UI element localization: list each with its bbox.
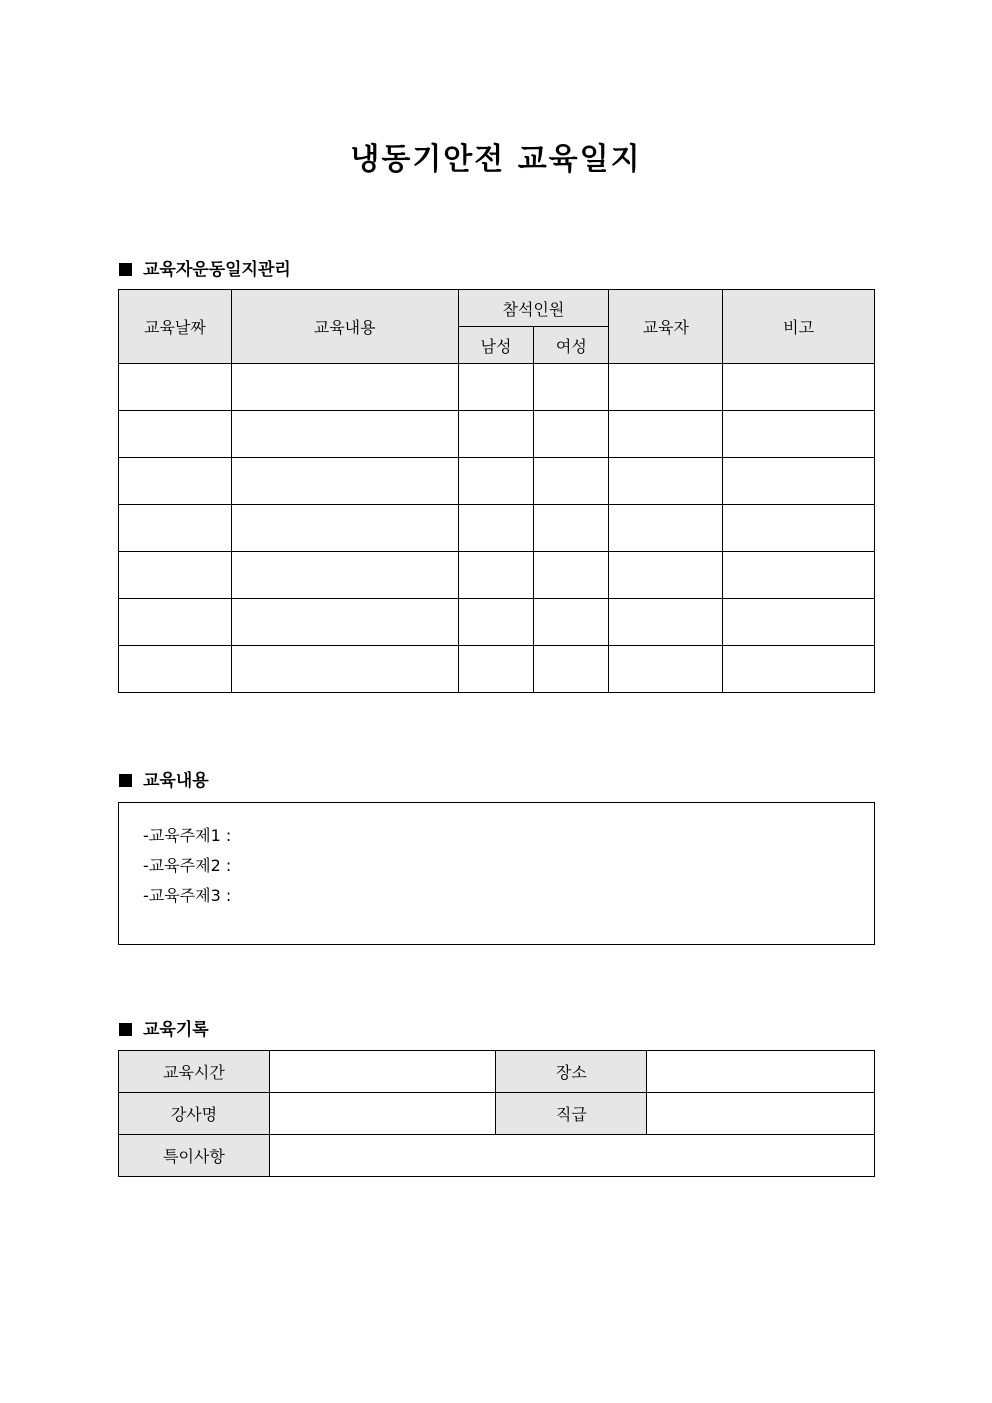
remarks-cell[interactable] [723,458,875,505]
header-educator: 교육자 [609,290,723,364]
table-row [119,1135,875,1177]
remarks-cell[interactable] [723,646,875,693]
table-row [119,505,875,552]
table-row [119,646,875,693]
female-cell[interactable] [534,505,609,552]
header-remarks: 비고 [723,290,875,364]
educator-cell[interactable] [609,458,723,505]
date-cell[interactable] [119,646,232,693]
label-time: 교육시간 [119,1051,270,1093]
male-cell[interactable] [458,646,534,693]
educator-cell[interactable] [609,552,723,599]
label-place: 장소 [496,1051,647,1093]
female-cell[interactable] [534,552,609,599]
table-row [119,599,875,646]
male-cell[interactable] [458,505,534,552]
remarks-cell[interactable] [723,364,875,411]
page-title: 냉동기안전 교육일지 [350,142,642,177]
section-heading-record [119,1015,209,1040]
topic-line-2: -교육주제2 : [143,856,232,875]
content-cell[interactable] [231,646,458,693]
topic-line-1: -교육주제1 : [143,826,232,845]
header-content: 교육내용 [231,290,458,364]
male-cell[interactable] [458,411,534,458]
date-cell[interactable] [119,411,232,458]
date-cell[interactable] [119,364,232,411]
female-cell[interactable] [534,458,609,505]
time-value-cell[interactable] [269,1051,496,1093]
female-cell[interactable] [534,411,609,458]
educator-cell[interactable] [609,411,723,458]
position-value-cell[interactable] [647,1093,875,1135]
educator-cell[interactable] [609,599,723,646]
male-cell[interactable] [458,599,534,646]
content-cell[interactable] [231,552,458,599]
female-cell[interactable] [534,646,609,693]
content-cell[interactable] [231,458,458,505]
female-cell[interactable] [534,364,609,411]
remarks-cell[interactable] [723,411,875,458]
content-cell[interactable] [231,505,458,552]
header-female: 여성 [534,327,609,364]
male-cell[interactable] [458,458,534,505]
education-log-table [118,289,875,693]
header-attendance: 참석인원 [458,290,609,327]
education-content-box[interactable] [118,802,875,945]
section-heading-text: 교육내용 [143,771,209,791]
square-bullet-icon [119,774,132,787]
educator-cell[interactable] [609,505,723,552]
male-cell[interactable] [458,364,534,411]
date-cell[interactable] [119,599,232,646]
content-cell[interactable] [231,599,458,646]
remarks-cell[interactable] [723,552,875,599]
table-row [119,411,875,458]
table-row [119,1093,875,1135]
header-date: 교육날짜 [119,290,232,364]
notes-value-cell[interactable] [269,1135,874,1177]
square-bullet-icon [119,1023,132,1036]
place-value-cell[interactable] [647,1051,875,1093]
date-cell[interactable] [119,458,232,505]
date-cell[interactable] [119,505,232,552]
label-notes: 특이사항 [119,1135,270,1177]
table-row [119,364,875,411]
header-male: 남성 [458,327,534,364]
content-cell[interactable] [231,364,458,411]
remarks-cell[interactable] [723,599,875,646]
male-cell[interactable] [458,552,534,599]
section-heading-text: 교육기록 [143,1020,209,1040]
label-position: 직급 [496,1093,647,1135]
section-heading-text: 교육자운동일지관리 [143,260,291,280]
section-heading-content [119,766,209,791]
table-row [119,458,875,505]
section-heading-log [119,255,291,280]
education-record-table [118,1050,875,1177]
remarks-cell[interactable] [723,505,875,552]
square-bullet-icon [119,263,132,276]
educator-cell[interactable] [609,646,723,693]
date-cell[interactable] [119,552,232,599]
instructor-value-cell[interactable] [269,1093,496,1135]
topic-line-3: -교육주제3 : [143,886,232,905]
female-cell[interactable] [534,599,609,646]
table-row [119,1051,875,1093]
content-cell[interactable] [231,411,458,458]
table-row [119,552,875,599]
label-instructor: 강사명 [119,1093,270,1135]
educator-cell[interactable] [609,364,723,411]
